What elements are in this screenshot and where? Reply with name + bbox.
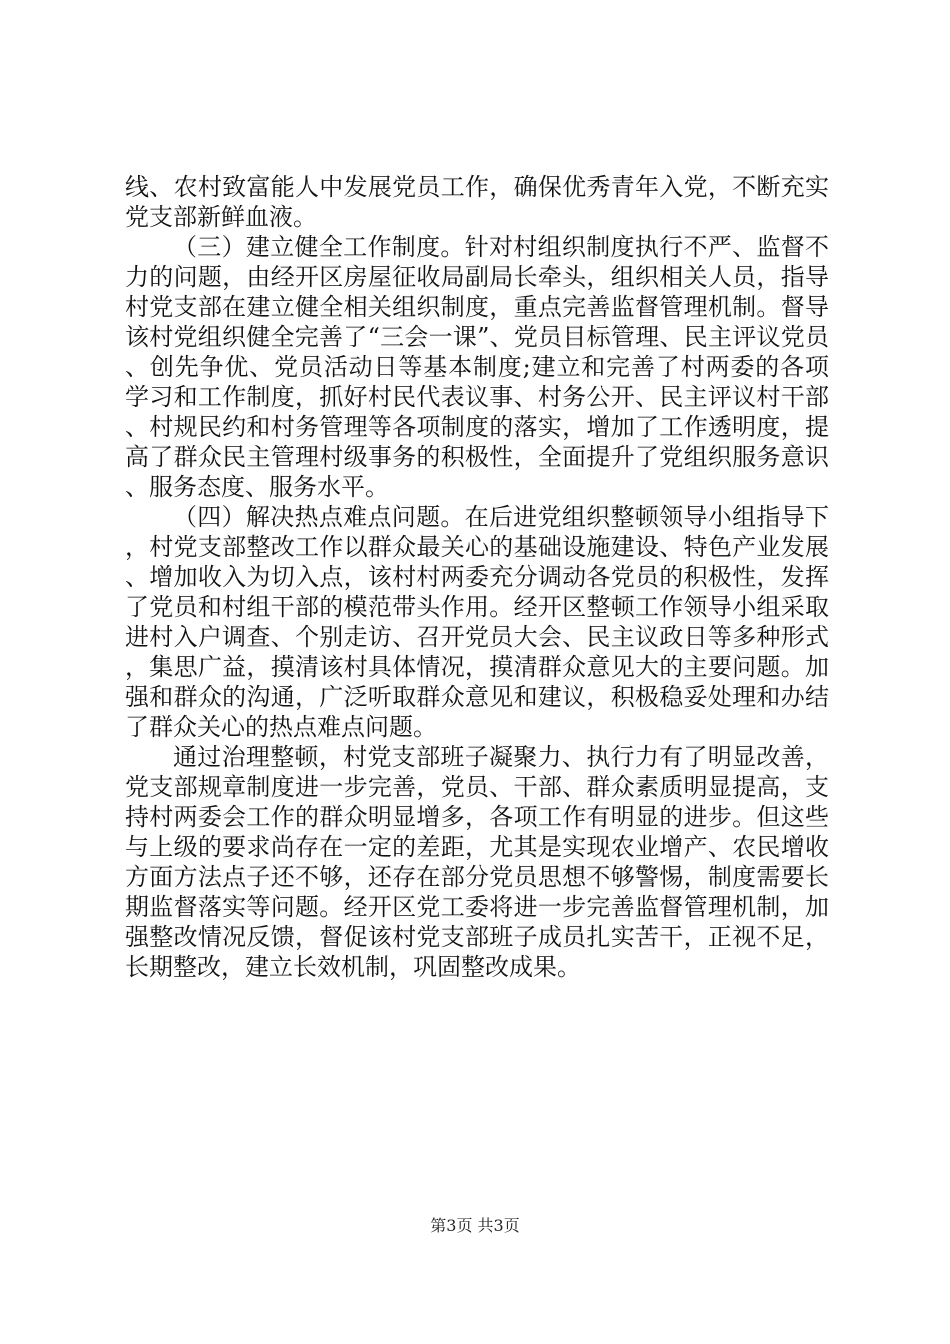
paragraph-section-three: （三）建立健全工作制度。针对村组织制度执行不严、监督不力的问题，由经开区房屋征收局副局长牵头，组织相关人员，指导村党支部在建立健全相关组织制度，重点完善监督管理机制。督导该村党组织健全完善了“三会一课”、党员目标管理、民主评议党员、创先争优、党员活动日等基本制度;建立和完善了村两委的各项学习和工作制度，抓好村民代表议事、村务公开、民主评议村干部、村规民约和村务管理等各项制度的落实，增加了工作透明度，提高了群众民主管理村级事务的积极性，全面提升了党组织服务意识、服务态度、服务水平。 xyxy=(125,233,829,501)
document-body xyxy=(125,172,829,982)
page-footer: 第3页 共3页 xyxy=(430,1216,520,1235)
paragraph-continuation: 线、农村致富能人中发展党员工作，确保优秀青年入党，不断充实党支部新鲜血液。 xyxy=(125,173,829,231)
paragraph-section-four: （四）解决热点难点问题。在后进党组织整顿领导小组指导下，村党支部整改工作以群众最关心的基础设施建设、特色产业发展、增加收入为切入点，该村村两委充分调动各党员的积极性，发挥了党员和村组干部的模范带头作用。经开区整顿工作领导小组采取进村入户调查、个别走访、召开党员大会、民主议政日等多种形式，集思广益，摸清该村具体情况，摸清群众意见大的主要问题。加强和群众的沟通，广泛听取群众意见和建议，积极稳妥处理和办结了群众关心的热点难点问题。 xyxy=(125,503,829,741)
paragraph-conclusion: 通过治理整顿，村党支部班子凝聚力、执行力有了明显改善，党支部规章制度进一步完善，党员、干部、群众素质明显提高，支持村两委会工作的群众明显增多，各项工作有明显的进步。但这些与上级的要求尚存在一定的差距，尤其是实现农业增产、农民增收方面方法点子还不够，还存在部分党员思想不够警惕，制度需要长期监督落实等问题。经开区党工委将进一步完善监督管理机制，加强整改情况反馈，督促该村党支部班子成员扎实苦干，正视不足，长期整改，建立长效机制，巩固整改成果。 xyxy=(125,743,829,981)
